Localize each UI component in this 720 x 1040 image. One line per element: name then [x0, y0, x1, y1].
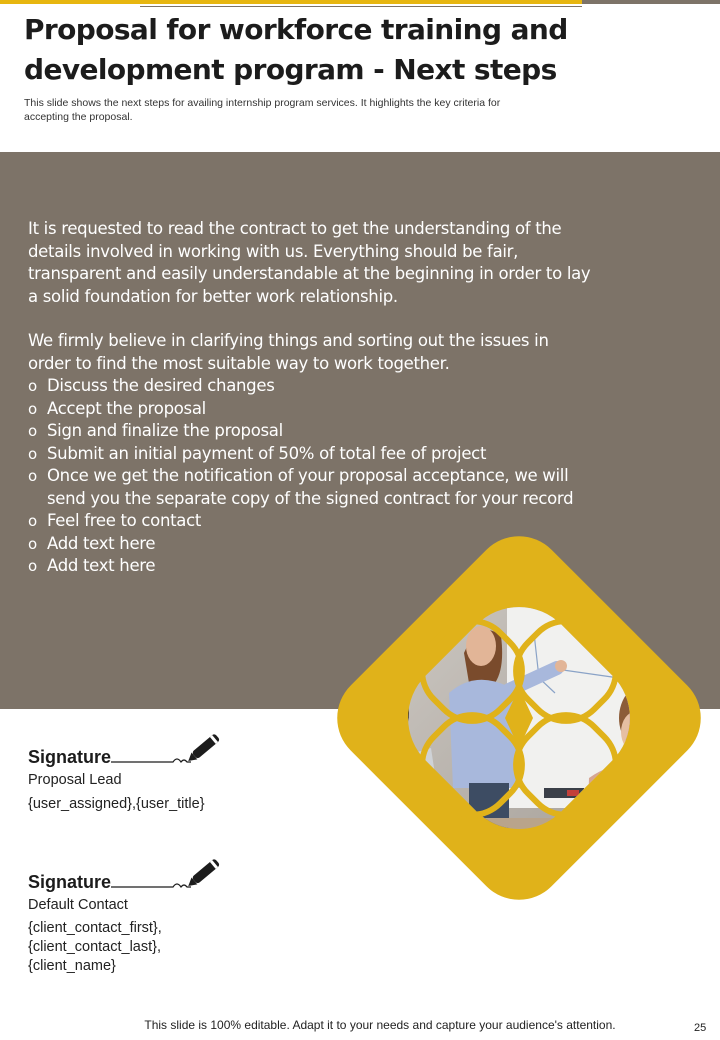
signature-role: Proposal Lead [28, 772, 122, 788]
list-item-text: Feel free to contact [47, 511, 202, 530]
paragraph-line: details involved in working with us. Everything should be fair, [28, 241, 519, 261]
top-accent-bar-gold [0, 0, 582, 4]
list-item-text: Discuss the desired changes [47, 376, 275, 395]
team-photo-diamond [319, 518, 719, 918]
signature-placeholder: {user_assigned},{user_title} [28, 796, 205, 812]
bullet-marker: o [28, 557, 37, 575]
paragraph-line: We firmly believe in clarifying things and sorting out the issues in [28, 331, 549, 350]
list-item-text: Accept the proposal [47, 398, 206, 418]
list-item-text: Submit an initial payment of 50% of total fee of project [47, 443, 487, 463]
bullet-marker: o [28, 422, 37, 440]
bullet-marker: o [28, 377, 37, 395]
list-item-text: send you the separate copy of the signed contract for your record [47, 488, 574, 508]
team-photo-illustration [319, 518, 719, 918]
list-item [28, 398, 628, 421]
signature-label: Signature [28, 747, 112, 767]
signature-label: Signature [28, 872, 112, 892]
list-item [28, 465, 628, 510]
pen-icon [111, 728, 229, 768]
footer-note: This slide is 100% editable. Adapt it to your needs and capture your audience's attention. [144, 1018, 616, 1032]
signature-role: Default Contact [28, 897, 128, 913]
signature-placeholder: {client_contact_first}, [28, 920, 162, 936]
bullet-marker: o [28, 444, 37, 463]
list-item-text: Add text here [47, 533, 156, 553]
pen-icon [111, 853, 229, 893]
paragraph-line: a solid foundation for better work relationship. [28, 286, 398, 306]
signature-placeholder: {client_name} [28, 958, 116, 974]
intro-paragraph [28, 218, 628, 308]
bullet-marker: o [28, 467, 37, 485]
bullet-marker: o [28, 512, 37, 530]
page-subtitle [24, 96, 604, 124]
page-title [24, 10, 624, 90]
page-subtitle-line: accepting the proposal. [24, 111, 133, 123]
paragraph-line: transparent and easily understandable at the beginning in order to lay [28, 264, 591, 283]
list-item-text: Add text here [47, 556, 156, 575]
signature-header [28, 853, 229, 893]
list-item [28, 443, 628, 466]
signature-block-default-contact [28, 853, 229, 976]
paragraph-line: It is requested to read the contract to get the understanding of the [28, 219, 562, 238]
signature-block-proposal-lead [28, 728, 229, 815]
signature-placeholder-group [28, 919, 229, 976]
list-item-text: Sign and finalize the proposal [47, 421, 283, 440]
list-item [28, 375, 628, 398]
page-title-line: development program - Next steps [24, 53, 557, 86]
page-number: 25 [694, 1022, 707, 1034]
paragraph-line: order to find the most suitable way to work together. [28, 353, 450, 373]
bullet-marker: o [28, 534, 37, 553]
belief-paragraph [28, 330, 628, 375]
list-item-text: Once we get the notification of your proposal acceptance, we will [47, 466, 569, 485]
list-item [28, 420, 628, 443]
top-accent-line [140, 6, 582, 7]
signature-header [28, 728, 229, 768]
top-accent-bar-gray [582, 0, 720, 4]
signature-placeholder: {client_contact_last}, [28, 939, 162, 955]
page-title-line: Proposal for workforce training and [24, 13, 568, 46]
bullet-marker: o [28, 399, 37, 418]
page-subtitle-line: This slide shows the next steps for availing internship program services. It highlights the key criteria for [24, 97, 501, 109]
